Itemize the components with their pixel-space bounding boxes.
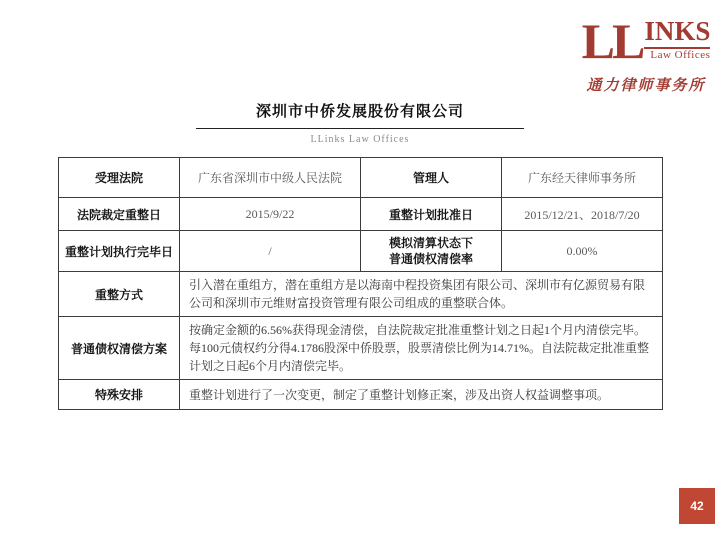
table-row: [59, 158, 663, 198]
ordinary-claims-plan-label: 普通债权清偿方案: [59, 317, 180, 380]
llinks-logo: [580, 13, 712, 95]
ordinary-claims-plan-value: 按确定金额的6.56%获得现金清偿，自法院裁定批准重整计划之日起1个月内清偿完毕。每100元债权约分得4.1786股深中侨股票，股票清偿比例为14.71%。自法院裁定批准重整计划之日起6个月内清偿完毕。: [180, 317, 663, 380]
table-row: [59, 231, 663, 272]
plan-approval-date-label: 重整计划批准日: [361, 198, 502, 231]
page-title: 深圳市中侨发展股份有限公司: [196, 100, 524, 129]
simulated-liquidation-rate-label: [361, 231, 502, 272]
restructuring-method-label: 重整方式: [59, 272, 180, 317]
logo-law-offices-text: Law Offices: [650, 49, 711, 61]
special-arrangement-label: 特殊安排: [59, 380, 180, 410]
restructuring-method-value: 引入潜在重组方，潜在重组方是以海南中程投资集团有限公司、深圳市有亿源贸易有限公司和深圳市元维财富投资管理有限公司组成的重整联合体。: [180, 272, 663, 317]
case-summary-table: [58, 157, 663, 410]
ruling-date-value: 2015/9/22: [180, 198, 361, 231]
logo-chinese-name: 通力律师事务所: [586, 78, 706, 94]
simulated-liquidation-rate-label-line1: 模拟清算状态下: [388, 235, 473, 250]
simulated-liquidation-rate-value: 0.00%: [502, 231, 663, 272]
logo-inks-letters: INKS: [644, 18, 710, 49]
table-row: [59, 198, 663, 231]
simulated-liquidation-rate-label-line2: 普通债权清偿率: [388, 252, 473, 266]
completion-date-value: /: [180, 231, 361, 272]
ruling-date-label: 法院裁定重整日: [59, 198, 180, 231]
accepting-court-value: 广东省深圳市中级人民法院: [180, 158, 361, 198]
page-subtitle: LLinks Law Offices: [310, 134, 410, 145]
table-row: [59, 272, 663, 317]
table-row: [59, 380, 663, 410]
title-block: [0, 100, 720, 145]
logo-ll-letters: LL: [581, 13, 643, 69]
page-number: 42: [690, 499, 704, 513]
administrator-label: 管理人: [361, 158, 502, 198]
table-row: [59, 317, 663, 380]
plan-approval-date-value: 2015/12/21、2018/7/20: [502, 198, 663, 231]
special-arrangement-value: 重整计划进行了一次变更，制定了重整计划修正案，涉及出资人权益调整事项。: [180, 380, 663, 410]
logo-inks-block: [644, 16, 710, 61]
accepting-court-label: 受理法院: [59, 158, 180, 198]
llinks-logo-wordmark: [580, 13, 712, 69]
administrator-value: 广东经天律师事务所: [502, 158, 663, 198]
completion-date-label: 重整计划执行完毕日: [59, 231, 180, 272]
page-number-badge: [679, 488, 715, 524]
